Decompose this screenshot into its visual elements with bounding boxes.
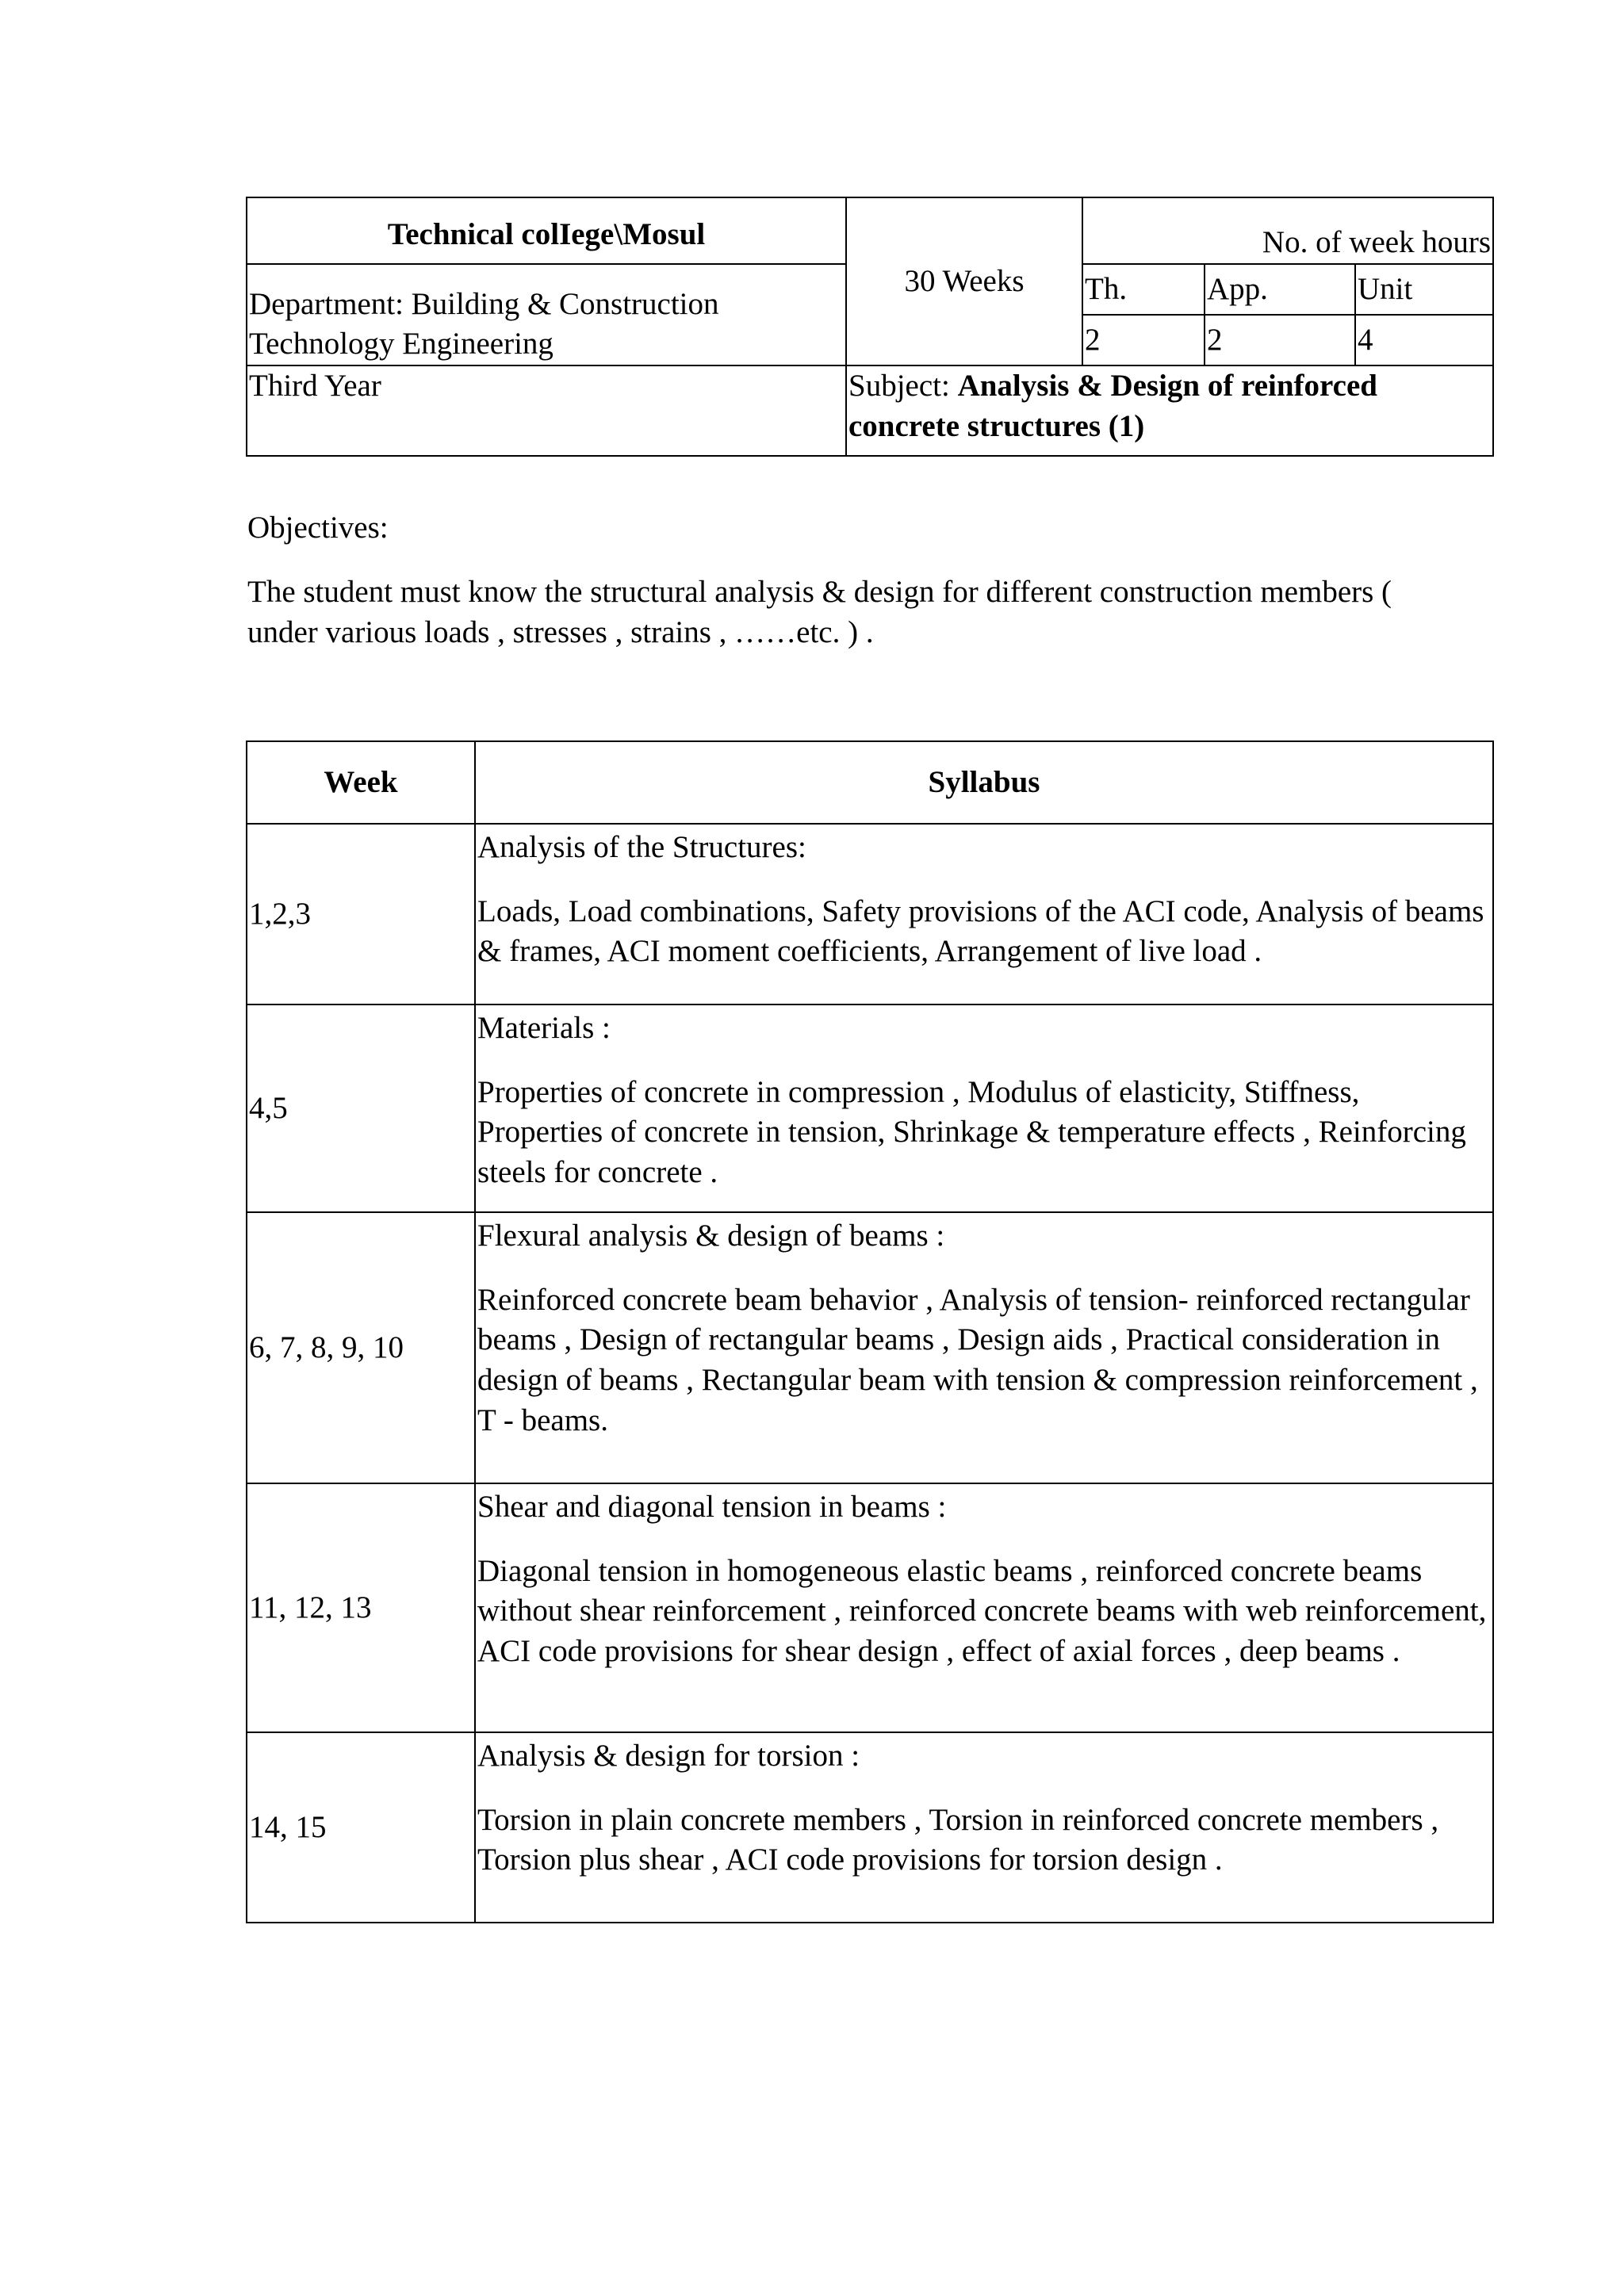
department-name: Department: Building & Construction Technology Engineering [247,264,846,365]
week-cell: 11, 12, 13 [247,1483,475,1732]
syllabus-table [246,740,1494,1923]
syllabus-cell [475,1212,1493,1483]
subject-label: Subject: [848,369,958,403]
topic-title: Analysis of the Structures: [477,830,806,864]
topic-body: Diagonal tension in homogeneous elastic beams , reinforced concrete beams without shear reinforcement , reinforced concrete beams with web reinforcement, ACI code provisions for shear design , effect of axial forces , deep beams . [477,1553,1487,1669]
objectives-heading: Objectives: [247,511,389,545]
subject [846,365,1493,456]
topic-body: Properties of concrete in compression , Modulus of elasticity, Stiffness, Properties of concrete in tension, Shrinkage & temperature effects , Reinforcing steels for concrete . [477,1074,1466,1190]
theory-hours-label: Th. [1082,264,1205,315]
topic-title: Shear and diagonal tension in beams : [477,1490,947,1524]
syllabus-cell [475,1004,1493,1212]
topic-body: Reinforced concrete beam behavior , Analysis of tension- reinforced rectangular beams , Design of rectangular beams , Design aids , Practical consideration in design of beams , Rectangular beam with tension & compression reinforcement , T - beams. [477,1282,1478,1437]
topic-title: Materials : [477,1011,611,1045]
subject-name: Analysis & Design of reinforced concrete structures (1) [848,369,1377,443]
table-row [247,1004,1493,1212]
week-column-header: Week [247,741,475,824]
table-row [247,1732,1493,1923]
table-row [247,1212,1493,1483]
theory-hours-value: 2 [1082,315,1205,365]
applied-hours-value: 2 [1205,315,1355,365]
topic-title: Flexural analysis & design of beams : [477,1219,945,1253]
syllabus-cell [475,824,1493,1004]
unit-label: Unit [1355,264,1493,315]
table-row [247,1483,1493,1732]
week-cell: 4,5 [247,1004,475,1212]
week-cell: 14, 15 [247,1732,475,1923]
course-header-table [246,197,1494,457]
week-hours-label: No. of week hours [1082,197,1493,264]
topic-body: Torsion in plain concrete members , Torsion in reinforced concrete members , Torsion plus shear , ACI code provisions for torsion design . [477,1802,1439,1877]
syllabus-column-header: Syllabus [475,741,1493,824]
course-duration: 30 Weeks [846,197,1082,365]
table-row [247,824,1493,1004]
topic-title: Analysis & design for torsion : [477,1739,860,1773]
syllabus-cell [475,1483,1493,1732]
topic-body: Loads, Load combinations, Safety provisions of the ACI code, Analysis of beams & frames, ACI moment coefficients, Arrangement of live load . [477,894,1484,969]
objectives-text: The student must know the structural analysis & design for different construction members ( under various loads , stresses , strains , ……etc. ) . [247,575,1392,649]
syllabus-header-row [247,741,1493,824]
week-cell: 1,2,3 [247,824,475,1004]
academic-year: Third Year [247,365,846,456]
unit-value: 4 [1355,315,1493,365]
week-cell: 6, 7, 8, 9, 10 [247,1212,475,1483]
college-name: Technical colIege\Mosul [247,197,846,264]
applied-hours-label: App. [1205,264,1355,315]
syllabus-cell [475,1732,1493,1923]
